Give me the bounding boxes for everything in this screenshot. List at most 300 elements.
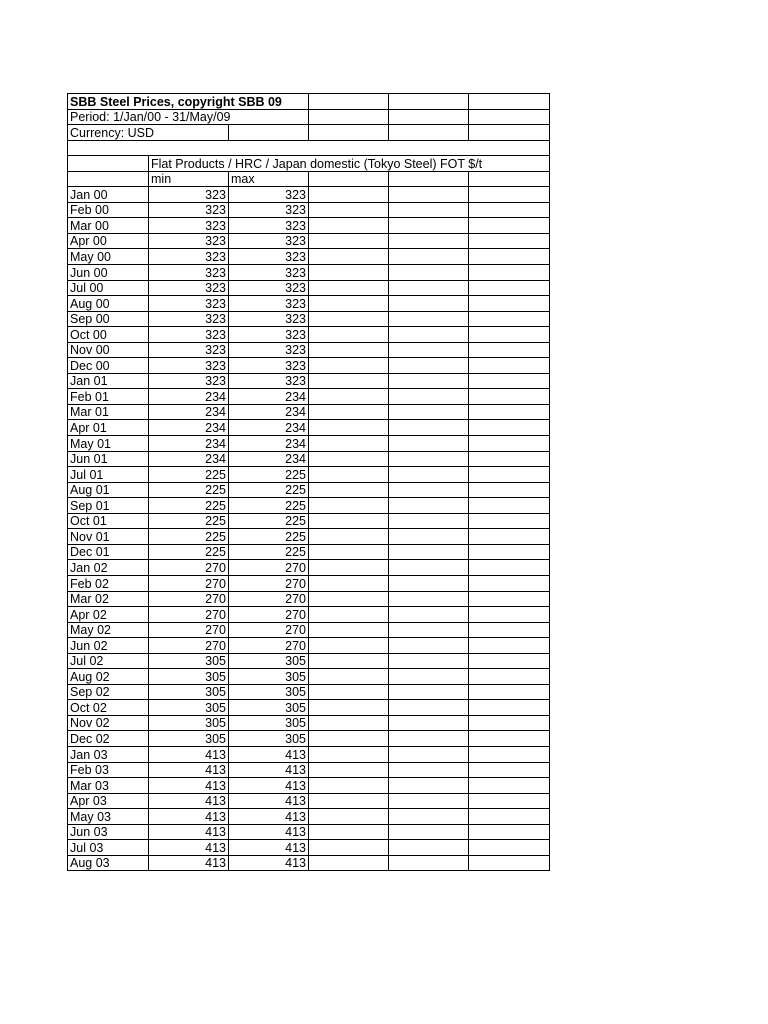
max-price-cell[interactable]: 225 (229, 513, 309, 529)
empty-cell[interactable] (309, 296, 389, 312)
empty-cell[interactable] (469, 778, 550, 794)
empty-cell[interactable] (469, 669, 550, 685)
empty-cell[interactable] (389, 296, 469, 312)
table-row (68, 560, 550, 576)
empty-cell[interactable] (389, 265, 469, 281)
max-price-cell[interactable]: 270 (229, 607, 309, 623)
empty-cell[interactable] (389, 762, 469, 778)
empty-cell[interactable] (309, 591, 389, 607)
month-cell[interactable]: Nov 00 (68, 342, 149, 358)
month-cell[interactable]: Feb 00 (68, 202, 149, 218)
max-price-cell[interactable]: 234 (229, 451, 309, 467)
empty-cell[interactable] (309, 436, 389, 452)
month-cell[interactable]: Dec 00 (68, 358, 149, 374)
empty-cell[interactable] (469, 560, 550, 576)
empty-cell[interactable] (309, 218, 389, 234)
max-price-cell[interactable]: 323 (229, 311, 309, 327)
min-price-cell[interactable]: 413 (149, 746, 229, 762)
min-price-cell[interactable]: 413 (149, 809, 229, 825)
empty-cell[interactable] (389, 607, 469, 623)
min-price-cell[interactable]: 225 (149, 467, 229, 483)
min-price-cell[interactable]: 225 (149, 544, 229, 560)
empty-cell[interactable] (389, 404, 469, 420)
empty-cell[interactable] (389, 420, 469, 436)
month-cell[interactable]: May 00 (68, 249, 149, 265)
min-price-cell[interactable]: 225 (149, 482, 229, 498)
empty-cell[interactable] (389, 202, 469, 218)
empty-cell[interactable] (389, 793, 469, 809)
min-price-cell[interactable]: 225 (149, 498, 229, 514)
empty-cell[interactable] (389, 560, 469, 576)
empty-cell[interactable] (309, 420, 389, 436)
max-price-cell[interactable]: 305 (229, 669, 309, 685)
max-price-cell[interactable]: 413 (229, 746, 309, 762)
empty-cell[interactable] (389, 436, 469, 452)
min-price-cell[interactable]: 323 (149, 233, 229, 249)
month-cell[interactable]: Jul 01 (68, 467, 149, 483)
sheet-title[interactable]: SBB Steel Prices, copyright SBB 09 (68, 94, 309, 110)
empty-cell[interactable] (469, 684, 550, 700)
empty-cell[interactable] (389, 575, 469, 591)
empty-cell[interactable] (309, 715, 389, 731)
empty-cell[interactable] (469, 482, 550, 498)
empty-cell[interactable] (469, 171, 550, 187)
table-row (68, 358, 550, 374)
empty-cell[interactable] (309, 467, 389, 483)
max-price-cell[interactable]: 323 (229, 296, 309, 312)
table-row (68, 840, 550, 856)
max-price-cell[interactable]: 270 (229, 575, 309, 591)
month-cell[interactable]: Dec 02 (68, 731, 149, 747)
max-price-cell[interactable]: 413 (229, 824, 309, 840)
empty-cell[interactable] (309, 404, 389, 420)
month-cell[interactable]: Oct 01 (68, 513, 149, 529)
empty-cell[interactable] (389, 373, 469, 389)
empty-cell[interactable] (309, 607, 389, 623)
empty-cell[interactable] (389, 109, 469, 125)
empty-cell[interactable] (469, 327, 550, 343)
month-cell[interactable]: Dec 01 (68, 544, 149, 560)
month-cell[interactable]: Oct 02 (68, 700, 149, 716)
month-cell[interactable]: Oct 00 (68, 327, 149, 343)
month-cell[interactable]: Nov 02 (68, 715, 149, 731)
empty-cell[interactable] (309, 482, 389, 498)
empty-cell[interactable] (389, 591, 469, 607)
min-price-cell[interactable]: 305 (149, 731, 229, 747)
empty-cell[interactable] (469, 575, 550, 591)
empty-cell[interactable] (469, 855, 550, 871)
max-price-cell[interactable]: 305 (229, 653, 309, 669)
empty-cell[interactable] (389, 327, 469, 343)
empty-cell[interactable] (309, 669, 389, 685)
empty-cell[interactable] (469, 824, 550, 840)
empty-cell[interactable] (309, 575, 389, 591)
empty-cell[interactable] (389, 482, 469, 498)
empty-cell[interactable] (309, 280, 389, 296)
min-price-cell[interactable]: 413 (149, 855, 229, 871)
empty-cell[interactable] (469, 529, 550, 545)
empty-cell[interactable] (389, 249, 469, 265)
column-header-max[interactable]: max (229, 171, 309, 187)
empty-cell[interactable] (309, 187, 389, 203)
min-price-cell[interactable]: 323 (149, 280, 229, 296)
empty-cell[interactable] (68, 156, 149, 172)
month-cell[interactable]: Aug 03 (68, 855, 149, 871)
empty-cell[interactable] (309, 762, 389, 778)
max-price-cell[interactable]: 323 (229, 373, 309, 389)
month-cell[interactable]: May 02 (68, 622, 149, 638)
min-price-cell[interactable]: 413 (149, 778, 229, 794)
currency-cell[interactable]: Currency: USD (68, 125, 229, 141)
empty-cell[interactable] (309, 389, 389, 405)
empty-cell[interactable] (469, 187, 550, 203)
empty-cell[interactable] (309, 855, 389, 871)
min-price-cell[interactable]: 413 (149, 762, 229, 778)
min-price-cell[interactable]: 270 (149, 560, 229, 576)
empty-cell[interactable] (389, 840, 469, 856)
month-cell[interactable]: Jun 00 (68, 265, 149, 281)
max-price-cell[interactable]: 225 (229, 529, 309, 545)
empty-cell[interactable] (309, 746, 389, 762)
min-price-cell[interactable]: 270 (149, 622, 229, 638)
month-cell[interactable]: Jul 02 (68, 653, 149, 669)
max-price-cell[interactable]: 225 (229, 498, 309, 514)
empty-cell[interactable] (469, 746, 550, 762)
empty-cell[interactable] (469, 607, 550, 623)
empty-cell[interactable] (469, 296, 550, 312)
empty-cell[interactable] (469, 513, 550, 529)
min-price-cell[interactable]: 234 (149, 404, 229, 420)
empty-cell[interactable] (469, 420, 550, 436)
min-price-cell[interactable]: 234 (149, 389, 229, 405)
empty-cell[interactable] (68, 171, 149, 187)
empty-cell[interactable] (309, 125, 389, 141)
empty-cell[interactable] (469, 809, 550, 825)
empty-cell[interactable] (389, 389, 469, 405)
month-cell[interactable]: Jul 00 (68, 280, 149, 296)
table-row (68, 653, 550, 669)
month-cell[interactable]: Jun 02 (68, 638, 149, 654)
min-price-cell[interactable]: 270 (149, 638, 229, 654)
empty-cell[interactable] (389, 529, 469, 545)
series-title[interactable]: Flat Products / HRC / Japan domestic (Tokyo Steel) FOT $/t (149, 156, 550, 172)
empty-cell[interactable] (389, 467, 469, 483)
empty-cell[interactable] (469, 233, 550, 249)
empty-cell[interactable] (309, 233, 389, 249)
empty-cell[interactable] (309, 560, 389, 576)
empty-cell[interactable] (469, 638, 550, 654)
empty-cell[interactable] (469, 202, 550, 218)
max-price-cell[interactable]: 270 (229, 591, 309, 607)
empty-cell[interactable] (469, 404, 550, 420)
table-row (68, 280, 550, 296)
empty-cell[interactable] (389, 94, 469, 110)
max-price-cell[interactable]: 234 (229, 404, 309, 420)
month-cell[interactable]: Mar 03 (68, 778, 149, 794)
empty-cell[interactable] (469, 94, 550, 110)
month-cell[interactable]: Apr 03 (68, 793, 149, 809)
min-price-cell[interactable]: 323 (149, 311, 229, 327)
empty-cell[interactable] (469, 280, 550, 296)
table-row (68, 404, 550, 420)
empty-cell[interactable] (309, 684, 389, 700)
empty-cell[interactable] (309, 311, 389, 327)
max-price-cell[interactable]: 234 (229, 420, 309, 436)
empty-cell[interactable] (389, 809, 469, 825)
min-price-cell[interactable]: 270 (149, 607, 229, 623)
max-price-cell[interactable]: 323 (229, 202, 309, 218)
month-cell[interactable]: Apr 00 (68, 233, 149, 249)
min-price-cell[interactable]: 305 (149, 669, 229, 685)
min-price-cell[interactable]: 305 (149, 715, 229, 731)
max-price-cell[interactable]: 413 (229, 762, 309, 778)
empty-cell[interactable] (469, 544, 550, 560)
min-price-cell[interactable]: 270 (149, 575, 229, 591)
empty-cell[interactable] (389, 544, 469, 560)
min-price-cell[interactable]: 413 (149, 793, 229, 809)
empty-cell[interactable] (309, 94, 389, 110)
empty-cell[interactable] (389, 171, 469, 187)
month-cell[interactable]: Jul 03 (68, 840, 149, 856)
empty-cell[interactable] (469, 622, 550, 638)
empty-cell[interactable] (389, 622, 469, 638)
max-price-cell[interactable]: 323 (229, 249, 309, 265)
empty-cell[interactable] (229, 125, 309, 141)
month-cell[interactable]: Sep 00 (68, 311, 149, 327)
empty-cell[interactable] (469, 342, 550, 358)
max-price-cell[interactable]: 323 (229, 187, 309, 203)
empty-cell[interactable] (389, 700, 469, 716)
empty-cell[interactable] (389, 855, 469, 871)
month-cell[interactable]: Feb 03 (68, 762, 149, 778)
empty-cell[interactable] (469, 373, 550, 389)
min-price-cell[interactable]: 323 (149, 358, 229, 374)
min-price-cell[interactable]: 413 (149, 840, 229, 856)
min-price-cell[interactable]: 323 (149, 249, 229, 265)
empty-cell[interactable] (309, 327, 389, 343)
empty-cell[interactable] (309, 249, 389, 265)
empty-cell[interactable] (469, 793, 550, 809)
empty-cell[interactable] (469, 700, 550, 716)
month-cell[interactable]: Jun 01 (68, 451, 149, 467)
empty-cell[interactable] (469, 436, 550, 452)
empty-cell[interactable] (389, 824, 469, 840)
max-price-cell[interactable]: 323 (229, 233, 309, 249)
empty-cell[interactable] (309, 342, 389, 358)
min-price-cell[interactable]: 305 (149, 684, 229, 700)
max-price-cell[interactable]: 305 (229, 731, 309, 747)
empty-cell[interactable] (469, 125, 550, 141)
empty-cell[interactable] (309, 109, 389, 125)
empty-cell[interactable] (309, 700, 389, 716)
empty-cell[interactable] (469, 731, 550, 747)
max-price-cell[interactable]: 323 (229, 327, 309, 343)
min-price-cell[interactable]: 305 (149, 653, 229, 669)
max-price-cell[interactable]: 413 (229, 855, 309, 871)
max-price-cell[interactable]: 270 (229, 560, 309, 576)
empty-cell[interactable] (68, 140, 550, 156)
max-price-cell[interactable]: 225 (229, 544, 309, 560)
max-price-cell[interactable]: 323 (229, 358, 309, 374)
table-row (68, 855, 550, 871)
empty-cell[interactable] (389, 342, 469, 358)
month-cell[interactable]: May 03 (68, 809, 149, 825)
max-price-cell[interactable]: 225 (229, 482, 309, 498)
min-price-cell[interactable]: 413 (149, 824, 229, 840)
max-price-cell[interactable]: 234 (229, 436, 309, 452)
empty-cell[interactable] (389, 746, 469, 762)
empty-cell[interactable] (469, 451, 550, 467)
month-cell[interactable]: Jun 03 (68, 824, 149, 840)
min-price-cell[interactable]: 323 (149, 187, 229, 203)
max-price-cell[interactable]: 305 (229, 700, 309, 716)
empty-cell[interactable] (309, 373, 389, 389)
min-price-cell[interactable]: 323 (149, 202, 229, 218)
empty-cell[interactable] (389, 451, 469, 467)
max-price-cell[interactable]: 413 (229, 840, 309, 856)
month-cell[interactable]: Aug 02 (68, 669, 149, 685)
max-price-cell[interactable]: 234 (229, 389, 309, 405)
empty-cell[interactable] (389, 187, 469, 203)
table-row (68, 218, 550, 234)
empty-cell[interactable] (469, 715, 550, 731)
empty-cell[interactable] (469, 653, 550, 669)
empty-cell[interactable] (469, 218, 550, 234)
empty-cell[interactable] (309, 824, 389, 840)
empty-cell[interactable] (309, 840, 389, 856)
empty-cell[interactable] (309, 529, 389, 545)
period-cell[interactable]: Period: 1/Jan/00 - 31/May/09 (68, 109, 309, 125)
min-price-cell[interactable]: 234 (149, 451, 229, 467)
month-cell[interactable]: Jan 02 (68, 560, 149, 576)
table-row (68, 778, 550, 794)
empty-cell[interactable] (309, 265, 389, 281)
month-cell[interactable]: Mar 01 (68, 404, 149, 420)
max-price-cell[interactable]: 225 (229, 467, 309, 483)
min-price-cell[interactable]: 323 (149, 373, 229, 389)
month-cell[interactable]: May 01 (68, 436, 149, 452)
max-price-cell[interactable]: 323 (229, 342, 309, 358)
empty-cell[interactable] (469, 358, 550, 374)
empty-cell[interactable] (469, 762, 550, 778)
max-price-cell[interactable]: 323 (229, 280, 309, 296)
empty-cell[interactable] (309, 638, 389, 654)
empty-cell[interactable] (309, 358, 389, 374)
empty-cell[interactable] (469, 109, 550, 125)
min-price-cell[interactable]: 234 (149, 436, 229, 452)
empty-cell[interactable] (389, 125, 469, 141)
empty-cell[interactable] (309, 809, 389, 825)
month-cell[interactable]: Aug 00 (68, 296, 149, 312)
min-price-cell[interactable]: 323 (149, 218, 229, 234)
empty-cell[interactable] (309, 451, 389, 467)
table-row (68, 342, 550, 358)
month-cell[interactable]: Sep 02 (68, 684, 149, 700)
empty-cell[interactable] (309, 513, 389, 529)
min-price-cell[interactable]: 225 (149, 529, 229, 545)
empty-cell[interactable] (389, 778, 469, 794)
min-price-cell[interactable]: 305 (149, 700, 229, 716)
empty-cell[interactable] (389, 684, 469, 700)
month-cell[interactable]: Jan 01 (68, 373, 149, 389)
max-price-cell[interactable]: 413 (229, 809, 309, 825)
empty-cell[interactable] (309, 622, 389, 638)
max-price-cell[interactable]: 305 (229, 684, 309, 700)
min-price-cell[interactable]: 225 (149, 513, 229, 529)
min-price-cell[interactable]: 234 (149, 420, 229, 436)
empty-cell[interactable] (309, 731, 389, 747)
max-price-cell[interactable]: 305 (229, 715, 309, 731)
empty-cell[interactable] (309, 498, 389, 514)
month-cell[interactable]: Jan 03 (68, 746, 149, 762)
month-cell[interactable]: Feb 02 (68, 575, 149, 591)
empty-cell[interactable] (389, 311, 469, 327)
month-cell[interactable]: Apr 02 (68, 607, 149, 623)
empty-cell[interactable] (469, 498, 550, 514)
empty-cell[interactable] (469, 389, 550, 405)
empty-cell[interactable] (469, 265, 550, 281)
empty-cell[interactable] (309, 544, 389, 560)
max-price-cell[interactable]: 270 (229, 622, 309, 638)
empty-cell[interactable] (389, 669, 469, 685)
table-row (68, 824, 550, 840)
empty-cell[interactable] (389, 358, 469, 374)
table-row (68, 591, 550, 607)
empty-cell[interactable] (389, 218, 469, 234)
min-price-cell[interactable]: 323 (149, 342, 229, 358)
empty-cell[interactable] (469, 249, 550, 265)
empty-cell[interactable] (389, 513, 469, 529)
empty-cell[interactable] (389, 638, 469, 654)
month-cell[interactable]: Feb 01 (68, 389, 149, 405)
max-price-cell[interactable]: 413 (229, 793, 309, 809)
empty-cell[interactable] (389, 731, 469, 747)
max-price-cell[interactable]: 323 (229, 265, 309, 281)
empty-cell[interactable] (309, 171, 389, 187)
min-price-cell[interactable]: 270 (149, 591, 229, 607)
max-price-cell[interactable]: 270 (229, 638, 309, 654)
empty-cell[interactable] (389, 233, 469, 249)
table-row (68, 467, 550, 483)
table-row (68, 389, 550, 405)
month-cell[interactable]: Jan 00 (68, 187, 149, 203)
empty-cell[interactable] (309, 653, 389, 669)
month-cell[interactable]: Mar 00 (68, 218, 149, 234)
empty-cell[interactable] (309, 202, 389, 218)
month-cell[interactable]: Aug 01 (68, 482, 149, 498)
empty-cell[interactable] (469, 467, 550, 483)
empty-cell[interactable] (469, 591, 550, 607)
month-cell[interactable]: Sep 01 (68, 498, 149, 514)
max-price-cell[interactable]: 323 (229, 218, 309, 234)
empty-cell[interactable] (469, 311, 550, 327)
empty-cell[interactable] (469, 840, 550, 856)
min-price-cell[interactable]: 323 (149, 327, 229, 343)
month-cell[interactable]: Mar 02 (68, 591, 149, 607)
month-cell[interactable]: Apr 01 (68, 420, 149, 436)
empty-cell[interactable] (389, 653, 469, 669)
month-cell[interactable]: Nov 01 (68, 529, 149, 545)
empty-cell[interactable] (389, 498, 469, 514)
min-price-cell[interactable]: 323 (149, 296, 229, 312)
empty-cell[interactable] (389, 280, 469, 296)
empty-cell[interactable] (309, 778, 389, 794)
empty-cell[interactable] (389, 715, 469, 731)
min-price-cell[interactable]: 323 (149, 265, 229, 281)
empty-cell[interactable] (309, 793, 389, 809)
max-price-cell[interactable]: 413 (229, 778, 309, 794)
column-header-min[interactable]: min (149, 171, 229, 187)
